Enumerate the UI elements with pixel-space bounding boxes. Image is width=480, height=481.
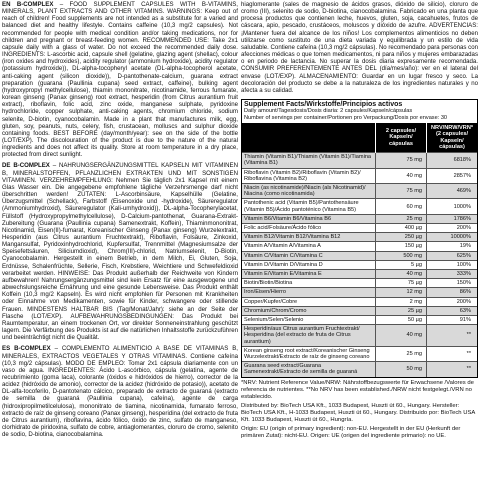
ingredient-name: Riboflavin (Vitamin B2)/Riboflavin (Vitamin B2)/ Riboflavina (Vitamina B2) — [242, 168, 376, 183]
daily-amount: Daily amount/Tagesdosis/Dosis diaria: 2 capsules/Kapseln/cápsulas — [244, 108, 413, 115]
ingredient-amount: 150 µg — [376, 242, 427, 251]
ingredient-amount: 500 mg — [376, 251, 427, 260]
ingredient-amount: 5 µg — [376, 260, 427, 269]
section-en-lang: EN — [2, 1, 11, 8]
supplement-facts-rows — [242, 153, 477, 377]
ingredient-nrv: 63% — [427, 306, 478, 315]
left-text-column — [2, 1, 238, 481]
ingredient-amount: 75 mg — [376, 184, 427, 199]
ingredient-amount: 50 µg — [376, 316, 427, 325]
ingredient-nrv: ** — [427, 346, 478, 361]
table-row — [242, 297, 477, 306]
table-row — [242, 325, 477, 347]
ingredient-name: Niacin (as nicotinamide)/Niacin (als Nicotinamid)/ Niacina (como nicotinamida) — [242, 184, 376, 199]
nrv-footnote: *NRV: Nutrient Reference Value/NRW: Nährstoffbezugswerte für Erwachsene /Valores de referencia de nutrientes. **No NRV has been established./NRW nicht festgelegt./VRN no establecido. — [241, 379, 474, 400]
supplement-facts-subtitle — [242, 108, 477, 123]
ingredient-amount: 25 mg — [376, 346, 427, 361]
ingredient-name: Korean ginseng root extract/Koreanischer Ginseng Wurzelextrakt/Extracto de raíz de ginseng coreano — [242, 346, 376, 361]
ingredient-name: Guarana seed extract/Guarana Samenextrakt/Extracto de semilla de guaraná — [242, 362, 376, 377]
table-header-row — [242, 123, 477, 153]
ingredient-nrv: 1786% — [427, 214, 478, 223]
table-row — [242, 153, 477, 168]
ingredient-nrv: 86% — [427, 288, 478, 297]
ingredient-nrv: 200% — [427, 224, 478, 233]
section-de — [2, 162, 238, 341]
ingredient-amount: 25 mg — [376, 214, 427, 223]
table-row — [242, 288, 477, 297]
origin-info: Origin: EU (origin of primary ingredient): non-EU. Hergestellt in der EU (Herkunft der primären Zutat): nicht-EU. Origen: UE (origen del ingrediente primario): no UE. — [241, 425, 461, 439]
table-row — [242, 224, 477, 233]
distributor-info: Distributed by: BioTech USA Kft., 1033 Budapest, Huszti út 60., Hungary. Hersteller: BioTech USA Kft., H-1033 Budapest, Huszti út 60., Hungary. Distribuido por: BioTech USA Kft. 1033 Budapest, Huszti út 60., Hungría. — [241, 402, 475, 423]
ingredient-nrv: 333% — [427, 270, 478, 279]
right-text-column — [241, 1, 478, 481]
ingredient-nrv: ** — [427, 325, 478, 347]
servings-per-container: Number of servings per container/Portionen pro Verpackung/Dosis por envase: 30 — [244, 114, 448, 121]
ingredient-nrv: 150% — [427, 279, 478, 288]
section-es-body: – COMPLEMENTO ALIMENTICIO A BASE DE VITAMINAS B, MINERALES, EXTRACTOS VEGETALES Y OTRAS VITAMINAS. Contiene cafeína (10,3 mg/2 cápsulas). MODO DE EMPLEO: Tomar 2x1 cápsula diariamente con un vaso de agua. INGREDIENTES: Ácido L-ascórbico, cápsula (gelatina, agente de recubrimiento (goma laca), colorante (óxidos e hidróxidos de hierro), corrector de la acidez (hidróxido de amonio), corrector de la acidez (hidróxido de potasio)), acetato de DL-alfa-tocoferilo, D-pantotenato cálcico, preparado de extracto de guaraná (extracto de semilla de guaraná (Paullinia cupana), cafeína), agente de carga (hidroxipropilmetilcelulosa), mononitrato de tiamina, nicotinamida, fumarato ferroso, extracto de raíz de ginseng coreano (Panax ginseng), hesperidina (del extracto de fruta de Citrus aurantium), riboflavina, ácido fólico, óxido de zinc, sulfato de manganeso, clorhidrato de piridoxina, sulfato de cobre, antiaglomerantes, cloruro de cromo, selenito de sodio, D-biotina, cianocobalamina. — [2, 345, 238, 439]
ingredient-nrv: 91% — [427, 316, 478, 325]
ingredient-name: Iron/Eisen/Hierro — [242, 288, 376, 297]
ingredient-nrv: 100% — [427, 260, 478, 269]
section-de-body: – NAHRUNGSERGÄNZUNGSMITTEL KAPSELN MIT VITAMINEN B, MINERALSTOFFEN, PFLANZLICHEN EXTRAKTEN UND MIT SONSTIGEN VITAMINEN. VERZEHREMPFEHLUNG: Nehmen Sie täglich 2x1 Kapsel mit einem Glas Wasser ein. Die angegebene empfohlene tägliche Verzehrsmenge darf nicht überschritten werden! ZUTATEN: L-Ascorbinsäure, Kapselhülle (Gelatine, Überzugsmittel (Schellack), Farbstoff (Eisenoxide und -hydroxide), Säureregulator (Ammoniumhydroxid), Säureregulator (Kali-umhydroxid)), DL-alpha-Tocopherylacetat, Füllstoff (Hydroxypropylmethylcellulose), D-Calcium-pantothenat, Guarana-Extrakt-Zubereitung (Guarana (Paullinia cupana) Samenextrakt, Koffein), Thiaminmononitrat, Nicotinamid, Eisen(II)-fumarat, Koreanischer Ginseng (Panax ginseng) Wurzelextrakt, Hesperidin (aus Citrus aurantium Fruchtextrakt), Riboflavin, Folsäure, Zinkoxid, Mangansulfat, Pyridoxinhydrochlorid, Kupfersulfat, Trennmittel (Magnesiumsalze der Speisefettsäuren, Siliciumdioxid), Chrom(III)-chlorid, Natriumselenit, D-Biotin, Cyanocobalamin. Hergestellt in einem Betrieb, in dem Milch, Ei, Gluten, Soja, Erdnüsse, Schalenfrüchte, Sellerie, Fisch, Krebstiere, Weichtiere und Schwefeldioxid verarbeitet werden. HINWEISE: Das Produkt außerhalb der Reichweite von Kindern aufbewahren! Nahrungsergänzungsmittel sind kein Ersatz für eine ausgewogene und abwechslungsreiche Ernährung und eine gesunde Lebensweise. Das Produkt enthält Koffein (10,3 mg/2 Kapseln). Es wird nicht empfohlen für Personen mit Krankheiten oder Einnahme von Medikamenten, sowie für Kinder, schwangere oder stillende Frauen. MINDESTENS HALTBAR BIS (Tag/Monat/Jahr): siehe an der Seite der Flasche (LOT/EXP). AUFBEWAHRUNGSBEDINGUNGEN: Das Produkt bei Raumtemperatur, an einem trockenen Ort, vor direkter Sonneneinstrahlung geschützt lagern. Die Verfärbung des Produkts ist auf die natürlichen Inhaltsstoffe zurückzuführen und beeinträchtigt nicht die Qualität. — [2, 162, 238, 342]
ingredient-nrv: 625% — [427, 251, 478, 260]
ingredient-nrv: 469% — [427, 184, 478, 199]
ingredient-amount: 250 µg — [376, 233, 427, 242]
table-row — [242, 184, 477, 199]
ingredient-name: Vitamin C/Vitamin C/Vitamina C — [242, 251, 376, 260]
ingredient-name: Chromium/Chrom/Cromo — [242, 306, 376, 315]
ingredient-amount: 75 mg — [376, 153, 427, 168]
ingredient-amount: 40 mg — [376, 168, 427, 183]
ingredient-amount: 12 mg — [376, 288, 427, 297]
ingredient-amount: 40 mg — [376, 325, 427, 347]
ingredient-name: Thiamin (Vitamin B1)/Thiamin (Vitamin B1)/Tiamina (Vitamina B1) — [242, 153, 376, 168]
supplement-facts-box — [241, 99, 478, 378]
section-en-body: – FOOD SUPPLEMENT CAPSULES WITH B-VITAMINS, MINERALS, PLANT EXTRACTS AND OTHER VITAMINS. WARNINGS: Keep out of reach of children! Food supplements are not intended as a substitute for a varied and balanced diet and healthy lifestyle. Contains caffeine (10,3 mg/2 capsules). Not recommended for people with medical condition and/or taking medications, nor for children and pregnant or breast-feeding women. RECOMMENDED USE: Take 2x1 capsule daily with a glass of water. Do not exceed the recommended daily dose. INGREDIENTS: L-ascorbic acid, capsule shell (gelatine, glazing agent (shellac), colour (iron oxides and hydroxides), acidity regulator (ammonium hydroxide), acidity regulator (potassium hydroxide)), DL-alpha-tocopheryl acetate (DL-alpha-tocopherol acetate, anti-caking agent (silicon dioxide)), D-pantothenate-calcium, guarana extract preparation (guarana (Paullinia cupana) seed extract, caffeine), bulking agent (hydroxypropyl methylcellulose), thiamin mononitrate, nicotinamide, ferrous fumarate, korean ginseng (Panax ginseng) root extract, hesperidin (from Citrus aurantium fruit extract), riboflavin, folic acid, zinc oxide, manganese sulphate, pyridoxine hydrochloride, copper sulphate, anti-caking agents, chromium chloride, sodium selenite, D-biotin, cyanocobalamin. Made in a plant that manufactures milk, egg, gluten, soy, peanuts, nuts, celery, fish, crustacean, molluscs and sulphur dioxide containing foods. BEST BEFORE (day/month/year): see on the side of the bottle (LOT/EXP). The discolouration of the product is due to the nature of the natural ingredients and does not affect its quality. Store at room temperature in a dry place, protected from direct sunlight. — [2, 1, 238, 159]
ingredient-name: Selenium/Selen/Selenio — [242, 316, 376, 325]
supplement-facts-title: Supplement Facts/Wirkstoffe/Principios activos — [244, 101, 403, 109]
col-amount: 2 capsules/ Kapseln/ cápsulas — [376, 123, 427, 153]
ingredient-name: Vitamin E/Vitamin E/Vitamina E — [242, 270, 376, 279]
ingredient-amount: 40 mg — [376, 270, 427, 279]
ingredient-name: Pantothenic acid (Vitamin B5)/Pantothensäure (Vitamin B5)/Ácido pantoténico (Vitamina B5) — [242, 199, 376, 214]
ingredient-name: Folic acid/Folsäure/Ácido fólico — [242, 224, 376, 233]
supplement-facts-table — [242, 123, 477, 377]
table-row — [242, 214, 477, 223]
ingredient-nrv: ** — [427, 362, 478, 377]
ingredient-nrv: 6818% — [427, 153, 478, 168]
ingredient-name: Copper/Kupfer/Cobre — [242, 297, 376, 306]
col-nrv: NRV/NRW/VRN* (2 capsules/ Kapseln/ cápsulas) — [427, 123, 478, 153]
ingredient-amount: 75 µg — [376, 279, 427, 288]
ingredient-name: Vitamin B6/Vitamin B6/Vitamina B6 — [242, 214, 376, 223]
ingredient-name: Hesperidin/aus Citrus aurantium Fruchtextrakt/ Hesperidina (del extracto de fruta de Citrus aurantium) — [242, 325, 376, 347]
ingredient-name: Vitamin A/Vitamin A/Vitamina A — [242, 242, 376, 251]
section-de-heading: B-COMPLEX — [13, 162, 50, 170]
table-row — [242, 270, 477, 279]
table-row — [242, 251, 477, 260]
col-ingredient — [242, 123, 376, 153]
table-row — [242, 242, 477, 251]
table-row — [242, 346, 477, 361]
table-row — [242, 316, 477, 325]
ingredient-amount: 400 µg — [376, 224, 427, 233]
section-es — [2, 345, 238, 438]
table-row — [242, 233, 477, 242]
table-row — [242, 168, 477, 183]
ingredient-amount: 60 mg — [376, 199, 427, 214]
ingredient-nrv: 1000% — [427, 199, 478, 214]
table-row — [242, 362, 477, 377]
ingredient-name: Vitamin D/Vitamin D/Vitamina D — [242, 260, 376, 269]
section-es-heading: B-COMPLEX — [14, 345, 51, 353]
ingredient-amount: 25 µg — [376, 306, 427, 315]
ingredient-name: Biotin/Biotin/Biotina — [242, 279, 376, 288]
section-de-lang: DE — [2, 162, 11, 170]
section-en-heading: B-COMPLEX — [16, 1, 54, 8]
ingredient-nrv: 200% — [427, 297, 478, 306]
spanish-continuation: hiaglomerante (sales de magnesio de ácidos grasos, dióxido de silicio), cloruro de cromo (III), selenito de sodio, D-biotina, cianocobalamina. Fabricado en una planta que procesa productos que contienen leche, huevos, gluten, soja, cacahuetes, frutos de cáscara, apio, pescado, crustáceos, moluscos y dióxido de azufre. ADVERTENCIAS: ¡Mantener fuera del alcance de los niños! Los complementos alimenticios no deben utilizarse como sustituto de una dieta variada y equilibrada y un estilo de vida saludable. Contiene cafeína (10,3 mg/2 cápsulas). No recomendado para personas con afecciones médicas o que tomen medicamentos, ni para niños y mujeres embarazadas o en periodo de lactancia. No superar la dosis diaria expresamente recomendada. CONSUMIR PREFERENTEMENTE ANTES DEL (día/mes/año): ver en el lateral del envase (LOT/EXP). ALMACENAMIENTO: Guardar en un lugar fresco y seco. La decoloración del producto se debe a la naturaleza de los ingredientes naturales y no afecta a su calidad. — [241, 1, 478, 94]
ingredient-nrv: 2857% — [427, 168, 478, 183]
ingredient-amount: 50 mg — [376, 362, 427, 377]
table-row — [242, 199, 477, 214]
table-row — [242, 260, 477, 269]
ingredient-amount: 2 mg — [376, 297, 427, 306]
section-es-lang: ES — [2, 345, 11, 353]
ingredient-nrv: 10000% — [427, 233, 478, 242]
table-row — [242, 306, 477, 315]
ingredient-nrv: 19% — [427, 242, 478, 251]
ingredient-name: Vitamin B12/Vitamin B12/Vitamina B12 — [242, 233, 376, 242]
section-en — [2, 1, 238, 158]
table-row — [242, 279, 477, 288]
